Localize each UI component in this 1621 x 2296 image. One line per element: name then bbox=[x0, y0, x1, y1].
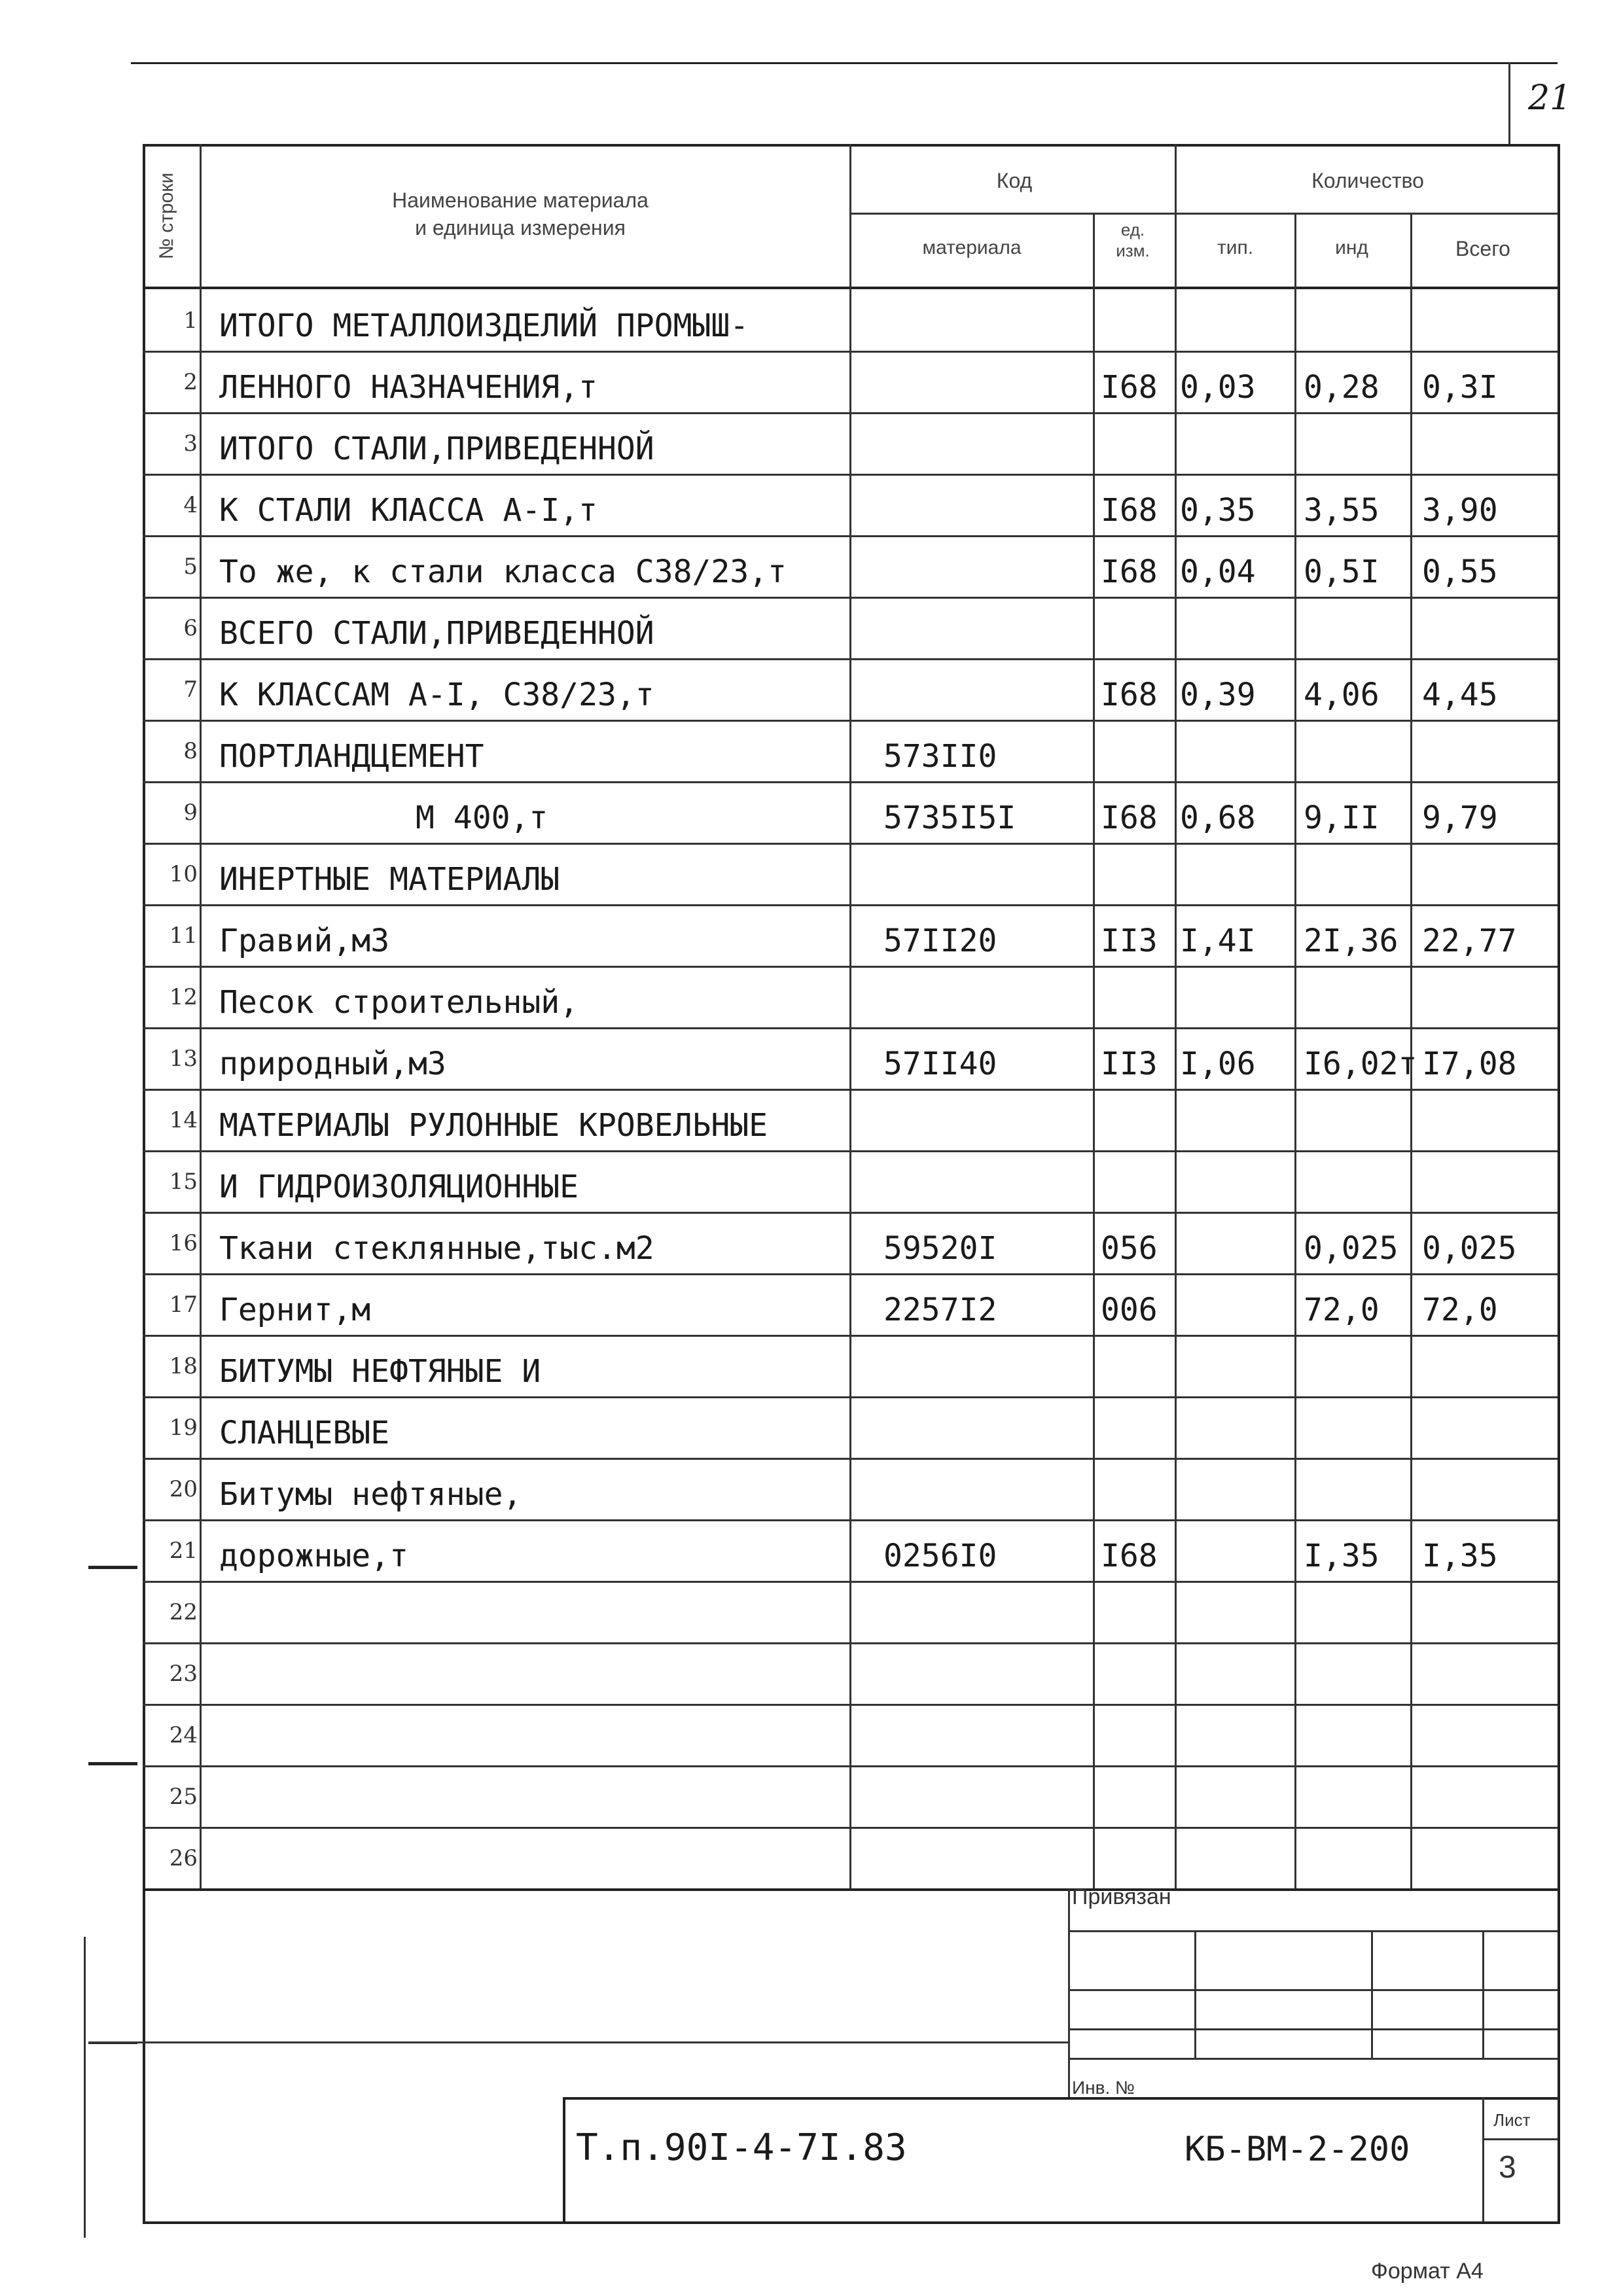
cell-total: 9,79 bbox=[1422, 800, 1498, 836]
cell-material-code: 5735I5I bbox=[883, 800, 1016, 836]
row-number: 12 bbox=[169, 984, 198, 1010]
cell-material-name: То же, к стали класса С38/23,т bbox=[219, 554, 787, 590]
cell-individual: 3,55 bbox=[1304, 492, 1380, 529]
cell-material-code: 2257I2 bbox=[883, 1292, 997, 1328]
table-bottom bbox=[143, 1888, 1560, 1891]
inventory-number-label: Инв. № bbox=[1072, 2077, 1135, 2098]
row-number: 1 bbox=[183, 308, 198, 334]
table-row-line bbox=[143, 1089, 1558, 1091]
format-label: Формат А4 bbox=[1371, 2259, 1484, 2284]
cell-individual: 9,II bbox=[1304, 800, 1380, 836]
row-number: 8 bbox=[183, 738, 198, 764]
cell-total: I7,08 bbox=[1422, 1046, 1517, 1082]
cell-unit: I68 bbox=[1101, 369, 1158, 406]
cell-typical: 0,35 bbox=[1180, 492, 1256, 529]
header-material-name: Наименование материала и единица измерения bbox=[392, 188, 649, 239]
title-block-left bbox=[1068, 1888, 1070, 2097]
cell-total: 22,77 bbox=[1422, 923, 1517, 959]
row-number: 10 bbox=[169, 861, 198, 887]
table-row-line bbox=[143, 1150, 1558, 1152]
top-border bbox=[131, 62, 1558, 64]
cell-total: I,35 bbox=[1422, 1538, 1498, 1574]
row-number: 11 bbox=[169, 923, 198, 949]
column-line bbox=[1294, 213, 1296, 1888]
stamp-left bbox=[563, 2097, 565, 2221]
cell-unit: I68 bbox=[1101, 677, 1158, 713]
header-individual: инд bbox=[1335, 237, 1368, 258]
binding-tick-1 bbox=[88, 1566, 137, 1569]
row-number: 3 bbox=[183, 431, 198, 457]
header-unit: ед. изм. bbox=[1116, 220, 1150, 260]
row-number: 15 bbox=[169, 1169, 198, 1195]
row-number: 5 bbox=[183, 554, 198, 580]
cell-material-code: 57II20 bbox=[883, 923, 997, 959]
table-row-line bbox=[143, 1519, 1558, 1521]
cell-individual: I6,02т bbox=[1304, 1046, 1417, 1082]
table-row-line bbox=[143, 351, 1558, 353]
cell-unit: I68 bbox=[1101, 492, 1158, 529]
cell-total: 3,90 bbox=[1422, 492, 1498, 529]
cell-material-name: Гравий,м3 bbox=[219, 923, 390, 959]
row-number: 7 bbox=[183, 677, 198, 703]
table-row-line bbox=[143, 1273, 1558, 1275]
cell-individual: 72,0 bbox=[1304, 1292, 1380, 1328]
cell-total: 0,025 bbox=[1422, 1230, 1517, 1267]
row-number: 26 bbox=[169, 1845, 198, 1871]
header-material-code: материала bbox=[922, 237, 1022, 258]
row-number: 20 bbox=[169, 1476, 198, 1502]
row-number: 25 bbox=[169, 1784, 198, 1810]
page-number-box-left bbox=[1508, 62, 1510, 144]
header-typical: тип. bbox=[1217, 237, 1254, 258]
table-row-line bbox=[143, 1027, 1558, 1029]
sheet-code: КБ-ВМ-2-200 bbox=[1185, 2130, 1410, 2169]
cell-individual: 0,025 bbox=[1304, 1230, 1398, 1267]
table-row-line bbox=[143, 597, 1558, 599]
cell-material-code: 59520I bbox=[883, 1230, 997, 1267]
header-total: Всего bbox=[1455, 237, 1510, 260]
cell-material-name: Ткани стеклянные,тыс.м2 bbox=[219, 1230, 654, 1267]
row-number: 2 bbox=[183, 369, 198, 395]
table-row-line bbox=[143, 843, 1558, 845]
column-line bbox=[849, 144, 851, 1888]
row-number: 18 bbox=[169, 1353, 198, 1379]
table-row-line bbox=[143, 1212, 1558, 1214]
cell-material-name: М 400,т bbox=[416, 800, 548, 836]
row-number: 6 bbox=[183, 615, 198, 641]
cell-individual: 0,5I bbox=[1304, 554, 1380, 590]
table-row-line bbox=[143, 1396, 1558, 1398]
cell-material-code: 57II40 bbox=[883, 1046, 997, 1082]
cell-material-name: ИТОГО СТАЛИ,ПРИВЕДЕННОЙ bbox=[219, 431, 654, 467]
cell-material-name: МАТЕРИАЛЫ РУЛОННЫЕ КРОВЕЛЬНЫЕ bbox=[219, 1107, 768, 1144]
table-row-line bbox=[143, 1765, 1558, 1767]
cell-material-name: Песок строительный, bbox=[219, 984, 579, 1021]
row-number: 14 bbox=[169, 1107, 198, 1133]
title-block-col-3 bbox=[1482, 1930, 1484, 2058]
row-number: 19 bbox=[169, 1415, 198, 1441]
sheet-label: Лист bbox=[1493, 2110, 1531, 2130]
row-number: 13 bbox=[169, 1046, 198, 1072]
cell-individual: 2I,36 bbox=[1304, 923, 1398, 959]
cell-material-name: ИТОГО МЕТАЛЛОИЗДЕЛИЙ ПРОМЫШ- bbox=[219, 308, 749, 344]
cell-total: 4,45 bbox=[1422, 677, 1498, 713]
cell-total: 72,0 bbox=[1422, 1292, 1498, 1328]
cell-typical: 0,04 bbox=[1180, 554, 1256, 590]
cell-material-name: К СТАЛИ КЛАССА А-I,т bbox=[219, 492, 597, 529]
cell-typical: 0,68 bbox=[1180, 800, 1256, 836]
left-title-line bbox=[88, 2041, 1068, 2043]
table-row-line bbox=[143, 966, 1558, 968]
row-number: 23 bbox=[169, 1661, 198, 1687]
header-middle bbox=[849, 213, 1558, 215]
table-row-line bbox=[143, 1642, 1558, 1644]
cell-material-code: 573II0 bbox=[883, 738, 997, 775]
header-code: Код bbox=[996, 169, 1033, 192]
cell-material-name: ПОРТЛАНДЦЕМЕНТ bbox=[219, 738, 484, 775]
table-row-line bbox=[143, 720, 1558, 722]
table-row-line bbox=[143, 904, 1558, 906]
cell-material-name: К КЛАССАМ А-I, С38/23,т bbox=[219, 677, 654, 713]
sheet-number: 3 bbox=[1499, 2150, 1516, 2185]
cell-material-name: Битумы нефтяные, bbox=[219, 1476, 522, 1513]
row-number: 24 bbox=[169, 1722, 198, 1748]
cell-typical: 0,03 bbox=[1180, 369, 1256, 406]
title-block-col-2 bbox=[1371, 1930, 1373, 2058]
cell-typical: I,06 bbox=[1180, 1046, 1256, 1082]
row-number: 9 bbox=[183, 800, 198, 826]
cell-material-name: природный,м3 bbox=[219, 1046, 446, 1082]
table-row-line bbox=[143, 1704, 1558, 1706]
title-block-line-4 bbox=[1068, 2058, 1558, 2060]
cell-individual: 4,06 bbox=[1304, 677, 1380, 713]
cell-material-code: 0256I0 bbox=[883, 1538, 997, 1574]
cell-typical: I,4I bbox=[1180, 923, 1256, 959]
cell-material-name: БИТУМЫ НЕФТЯНЫЕ И bbox=[219, 1353, 541, 1390]
column-line bbox=[1093, 213, 1095, 1888]
row-number: 21 bbox=[169, 1538, 198, 1564]
sheet-box-left bbox=[1482, 2097, 1484, 2221]
cell-unit: I68 bbox=[1101, 800, 1158, 836]
header-quantity: Количество bbox=[1311, 169, 1424, 192]
frame-top bbox=[143, 144, 1560, 147]
document-code: Т.п.90I-4-7I.83 bbox=[576, 2127, 907, 2169]
cell-total: 0,3I bbox=[1422, 369, 1498, 406]
header-bottom bbox=[143, 287, 1560, 289]
cell-material-name: ВСЕГО СТАЛИ,ПРИВЕДЕННОЙ bbox=[219, 615, 654, 652]
binding-tick-2 bbox=[88, 1762, 137, 1765]
table-row-line bbox=[143, 1458, 1558, 1460]
sheet-box-mid bbox=[1482, 2138, 1558, 2140]
table-row-line bbox=[143, 658, 1558, 660]
cell-individual: 0,28 bbox=[1304, 369, 1380, 406]
cell-unit: I68 bbox=[1101, 554, 1158, 590]
cell-unit: 056 bbox=[1101, 1230, 1158, 1267]
row-number: 16 bbox=[169, 1230, 198, 1256]
cell-unit: 006 bbox=[1101, 1292, 1158, 1328]
privyazan-label: Привязан bbox=[1072, 1884, 1171, 1909]
row-number: 4 bbox=[183, 492, 198, 518]
stamp-top bbox=[563, 2097, 1560, 2100]
column-line bbox=[200, 144, 202, 1888]
table-row-line bbox=[143, 474, 1558, 476]
binding-line bbox=[84, 1937, 86, 2238]
cell-material-name: ИНЕРТНЫЕ МАТЕРИАЛЫ bbox=[219, 861, 560, 898]
cell-unit: II3 bbox=[1101, 923, 1158, 959]
cell-total: 0,55 bbox=[1422, 554, 1498, 590]
row-number: 22 bbox=[169, 1599, 198, 1625]
cell-individual: I,35 bbox=[1304, 1538, 1380, 1574]
cell-material-name: дорожные,т bbox=[219, 1538, 408, 1574]
table-row-line bbox=[143, 412, 1558, 414]
header-row-number: № строки bbox=[156, 172, 177, 260]
cell-material-name: И ГИДРОИЗОЛЯЦИОННЫЕ bbox=[219, 1169, 579, 1205]
cell-material-name: СЛАНЦЕВЫЕ bbox=[219, 1415, 390, 1451]
row-number: 17 bbox=[169, 1292, 198, 1318]
cell-unit: I68 bbox=[1101, 1538, 1158, 1574]
cell-material-name: Гернит,м bbox=[219, 1292, 371, 1328]
frame-bottom bbox=[143, 2221, 1560, 2224]
table-row-line bbox=[143, 1581, 1558, 1583]
table-row-line bbox=[143, 535, 1558, 537]
cell-unit: II3 bbox=[1101, 1046, 1158, 1082]
cell-typical: 0,39 bbox=[1180, 677, 1256, 713]
title-block-col-1 bbox=[1194, 1930, 1196, 2058]
column-line bbox=[1175, 144, 1177, 1888]
table-row-line bbox=[143, 781, 1558, 783]
cell-material-name: ЛЕННОГО НАЗНАЧЕНИЯ,т bbox=[219, 369, 597, 406]
table-row-line bbox=[143, 1335, 1558, 1337]
frame-right bbox=[1558, 144, 1560, 2221]
page-number: 21 bbox=[1528, 79, 1572, 118]
table-row-line bbox=[143, 1827, 1558, 1829]
